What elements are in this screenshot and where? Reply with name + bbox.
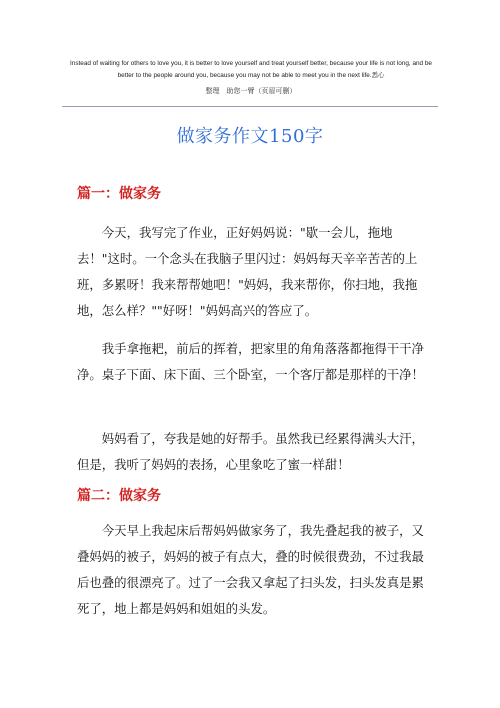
section-1-paragraph-2: 我手拿拖耙，前后的挥着，把家里的角角落落都拖得干干净净。桌子下面、床下面、三个卧室，一个客厅都是那样的干净！ — [77, 341, 424, 382]
section-heading-1: 篇一：做家务 — [77, 186, 161, 202]
header-credit: 整理 助您一臂（页眉可删） — [205, 87, 297, 95]
section-1-paragraph-3: 妈妈看了，夸我是她的好帮手。虽然我已经累得满头大汗，但是，我听了妈妈的表扬，心里象吃了蜜一样甜！ — [77, 431, 424, 472]
header-divider — [62, 106, 438, 107]
header-quote-english: Instead of waiting for others to love you, it is better to love yourself and treat yourself better, because your life is not long, and be better to the people around you, because you may not be able to meet you in the next life. — [70, 60, 432, 79]
section-heading-2: 篇二：做家务 — [77, 488, 161, 504]
document-title: 做家务作文150字 — [176, 126, 324, 147]
section-2-paragraph-1: 今天早上我起床后帮妈妈做家务了，我先叠起我的被子，又叠妈妈的被子，妈妈的被子有点大，叠的时候很费劲，不过我最后也叠的很漂亮了。过了一会我又拿起了扫头发，扫头发真是累死了，地上都是妈妈和姐姐的头发。 — [77, 523, 424, 616]
header-quote — [62, 58, 440, 82]
header-quote-tail: 悉心 — [371, 72, 385, 79]
section-1-paragraph-1: 今天，我写完了作业，正好妈妈说："歇一会儿，拖地去！"这时。一个念头在我脑子里闪过：妈妈每天辛辛苦苦的上班，多累呀！我来帮帮她吧！"妈妈，我来帮你，你扫地，我拖地，怎么样？""好呀！"妈妈高兴的答应了。 — [77, 225, 418, 318]
